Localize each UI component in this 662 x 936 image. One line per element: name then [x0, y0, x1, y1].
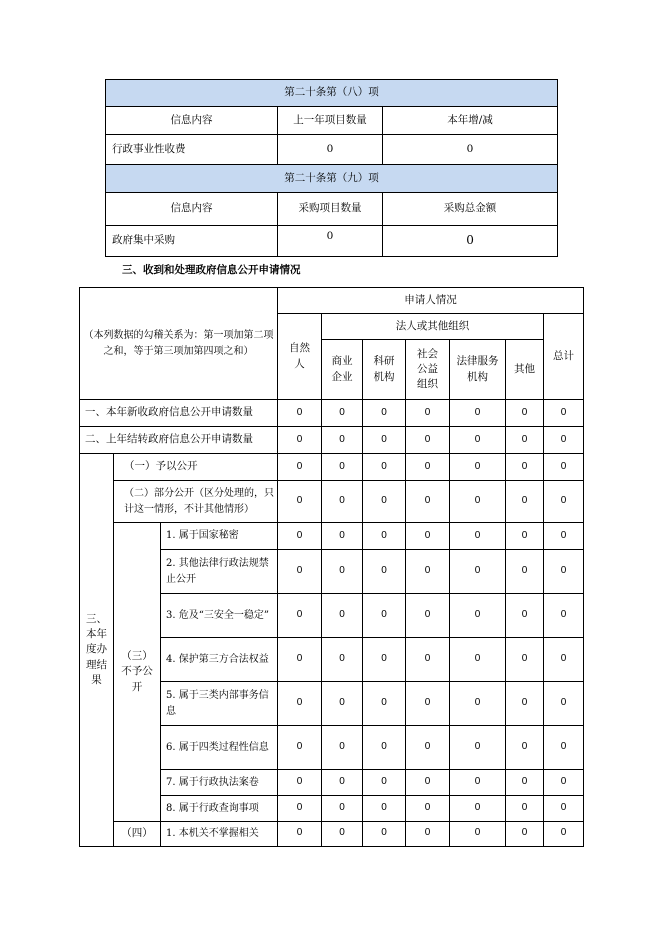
art8-header-change: 本年增/减: [383, 107, 558, 135]
r3-item-1: 1. 属于国家秘密: [161, 523, 278, 550]
cell-value: 0: [506, 638, 544, 682]
cell-value: 0: [278, 822, 322, 847]
art8-header-prev: 上一年项目数量: [278, 107, 383, 135]
cell-value: 0: [322, 726, 363, 770]
cell-value: 0: [363, 726, 406, 770]
cell-value: 0: [363, 523, 406, 550]
cell-value: 0: [363, 594, 406, 638]
cell-value: 0: [544, 822, 584, 847]
cell-value: 0: [506, 796, 544, 822]
cell-value: 0: [278, 427, 322, 454]
cell-value: 0: [506, 726, 544, 770]
cell-value: 0: [506, 427, 544, 454]
cell-value: 0: [544, 726, 584, 770]
cell-value: 0: [506, 594, 544, 638]
col-legal-service: 法律服务机构: [450, 340, 506, 400]
cell-value: 0: [322, 523, 363, 550]
cell-value: 0: [450, 796, 506, 822]
cell-value: 0: [322, 427, 363, 454]
art9-title: 第二十条第（九）项: [106, 165, 558, 193]
cell-value: 0: [322, 682, 363, 726]
cell-value: 0: [506, 481, 544, 523]
cell-value: 0: [544, 427, 584, 454]
art8-row-change: 0: [383, 135, 558, 165]
table-row: [80, 400, 584, 427]
cell-value: 0: [450, 822, 506, 847]
table-row: [80, 454, 584, 481]
total-header: 总计: [544, 314, 584, 400]
col-public-welfare: 社会公益组织: [406, 340, 450, 400]
r3-item-4: 4. 保护第三方合法权益: [161, 638, 278, 682]
cell-value: 0: [450, 427, 506, 454]
cell-value: 0: [450, 400, 506, 427]
cell-value: 0: [406, 822, 450, 847]
r3-item-8: 8. 属于行政查询事项: [161, 796, 278, 822]
table-row: [80, 427, 584, 454]
cell-value: 0: [506, 682, 544, 726]
cell-value: 0: [406, 770, 450, 796]
cell-value: 0: [450, 638, 506, 682]
cell-value: 0: [506, 400, 544, 427]
cell-value: 0: [544, 594, 584, 638]
natural-person-header: 自然人: [278, 314, 322, 400]
r3-item-2: 2. 其他法律行政法规禁止公开: [161, 550, 278, 594]
cell-value: 0: [322, 454, 363, 481]
cell-value: 0: [322, 822, 363, 847]
art9-row-count: 0: [278, 226, 383, 257]
cell-value: 0: [450, 770, 506, 796]
row-label-carry: 二、上年结转政府信息公开申请数量: [80, 427, 278, 454]
cell-value: 0: [278, 726, 322, 770]
table-row: [80, 822, 584, 847]
cell-value: 0: [544, 454, 584, 481]
section-title: 三、收到和处理政府信息公开申请情况: [122, 264, 301, 276]
cell-value: 0: [406, 796, 450, 822]
cell-value: 0: [278, 796, 322, 822]
table-row: [80, 523, 584, 550]
cell-value: 0: [406, 550, 450, 594]
cell-value: 0: [450, 481, 506, 523]
cell-value: 0: [363, 796, 406, 822]
cell-value: 0: [544, 796, 584, 822]
cell-value: 0: [322, 594, 363, 638]
cell-value: 0: [363, 638, 406, 682]
application-table: [79, 287, 584, 847]
cell-value: 0: [406, 638, 450, 682]
col-research: 科研机构: [363, 340, 406, 400]
cell-value: 0: [363, 550, 406, 594]
cell-value: 0: [450, 454, 506, 481]
r4-item-1: 1. 本机关不掌握相关: [161, 822, 278, 847]
cell-value: 0: [506, 822, 544, 847]
cell-value: 0: [322, 770, 363, 796]
cell-value: 0: [450, 550, 506, 594]
r3-label: （三）不予公开: [114, 523, 161, 822]
cell-value: 0: [506, 523, 544, 550]
cell-value: 0: [544, 550, 584, 594]
art8-row-prev: 0: [278, 135, 383, 165]
cell-value: 0: [450, 594, 506, 638]
cell-value: 0: [450, 726, 506, 770]
cell-value: 0: [506, 550, 544, 594]
cell-value: 0: [544, 638, 584, 682]
result-label: 三、本年度办理结果: [80, 454, 114, 847]
table-row: [80, 481, 584, 523]
cell-value: 0: [363, 770, 406, 796]
cell-value: 0: [278, 481, 322, 523]
cell-value: 0: [278, 550, 322, 594]
cell-value: 0: [322, 796, 363, 822]
art8-header-content: 信息内容: [106, 107, 278, 135]
row-label-r2: （二）部分公开（区分处理的，只计这一情形，不计其他情形）: [114, 481, 278, 523]
r3-item-5: 5. 属于三类内部事务信息: [161, 682, 278, 726]
cell-value: 0: [406, 400, 450, 427]
cell-value: 0: [278, 454, 322, 481]
cell-value: 0: [506, 770, 544, 796]
art9-header-content: 信息内容: [106, 193, 278, 226]
cell-value: 0: [406, 726, 450, 770]
col-other: 其他: [506, 340, 544, 400]
cell-value: 0: [322, 638, 363, 682]
applicant-header: 申请人情况: [278, 288, 584, 314]
cell-value: 0: [322, 550, 363, 594]
art9-header-amount: 采购总金额: [383, 193, 558, 226]
cell-value: 0: [450, 682, 506, 726]
cell-value: 0: [406, 481, 450, 523]
art8-title: 第二十条第（八）项: [106, 80, 558, 107]
cell-value: 0: [278, 594, 322, 638]
art8-row-label: 行政事业性收费: [106, 135, 278, 165]
cell-value: 0: [544, 523, 584, 550]
cell-value: 0: [450, 523, 506, 550]
cell-value: 0: [363, 400, 406, 427]
art9-row-amount: 0: [383, 226, 558, 257]
cell-value: 0: [363, 427, 406, 454]
r3-item-3: 3. 危及“三安全一稳定”: [161, 594, 278, 638]
cell-value: 0: [322, 481, 363, 523]
cell-value: 0: [544, 682, 584, 726]
art9-row-label: 政府集中采购: [106, 226, 278, 257]
cell-value: 0: [406, 427, 450, 454]
disclosure-table-top: [105, 79, 558, 257]
cell-value: 0: [544, 770, 584, 796]
note-cell: （本列数据的勾稽关系为：第一项加第二项之和，等于第三项加第四项之和）: [80, 288, 278, 400]
row-label-r1: （一）予以公开: [114, 454, 278, 481]
cell-value: 0: [363, 454, 406, 481]
cell-value: 0: [544, 481, 584, 523]
cell-value: 0: [363, 822, 406, 847]
col-business: 商业企业: [322, 340, 363, 400]
cell-value: 0: [363, 481, 406, 523]
cell-value: 0: [363, 682, 406, 726]
cell-value: 0: [278, 400, 322, 427]
cell-value: 0: [278, 523, 322, 550]
cell-value: 0: [506, 454, 544, 481]
cell-value: 0: [544, 400, 584, 427]
r3-item-7: 7. 属于行政执法案卷: [161, 770, 278, 796]
legal-org-header: 法人或其他组织: [322, 314, 544, 340]
cell-value: 0: [278, 770, 322, 796]
r4-label: （四）: [114, 822, 161, 847]
cell-value: 0: [278, 638, 322, 682]
cell-value: 0: [406, 454, 450, 481]
cell-value: 0: [322, 400, 363, 427]
art9-header-count: 采购项目数量: [278, 193, 383, 226]
cell-value: 0: [406, 523, 450, 550]
cell-value: 0: [406, 682, 450, 726]
row-label-new: 一、本年新收政府信息公开申请数量: [80, 400, 278, 427]
r3-item-6: 6. 属于四类过程性信息: [161, 726, 278, 770]
cell-value: 0: [406, 594, 450, 638]
cell-value: 0: [278, 682, 322, 726]
